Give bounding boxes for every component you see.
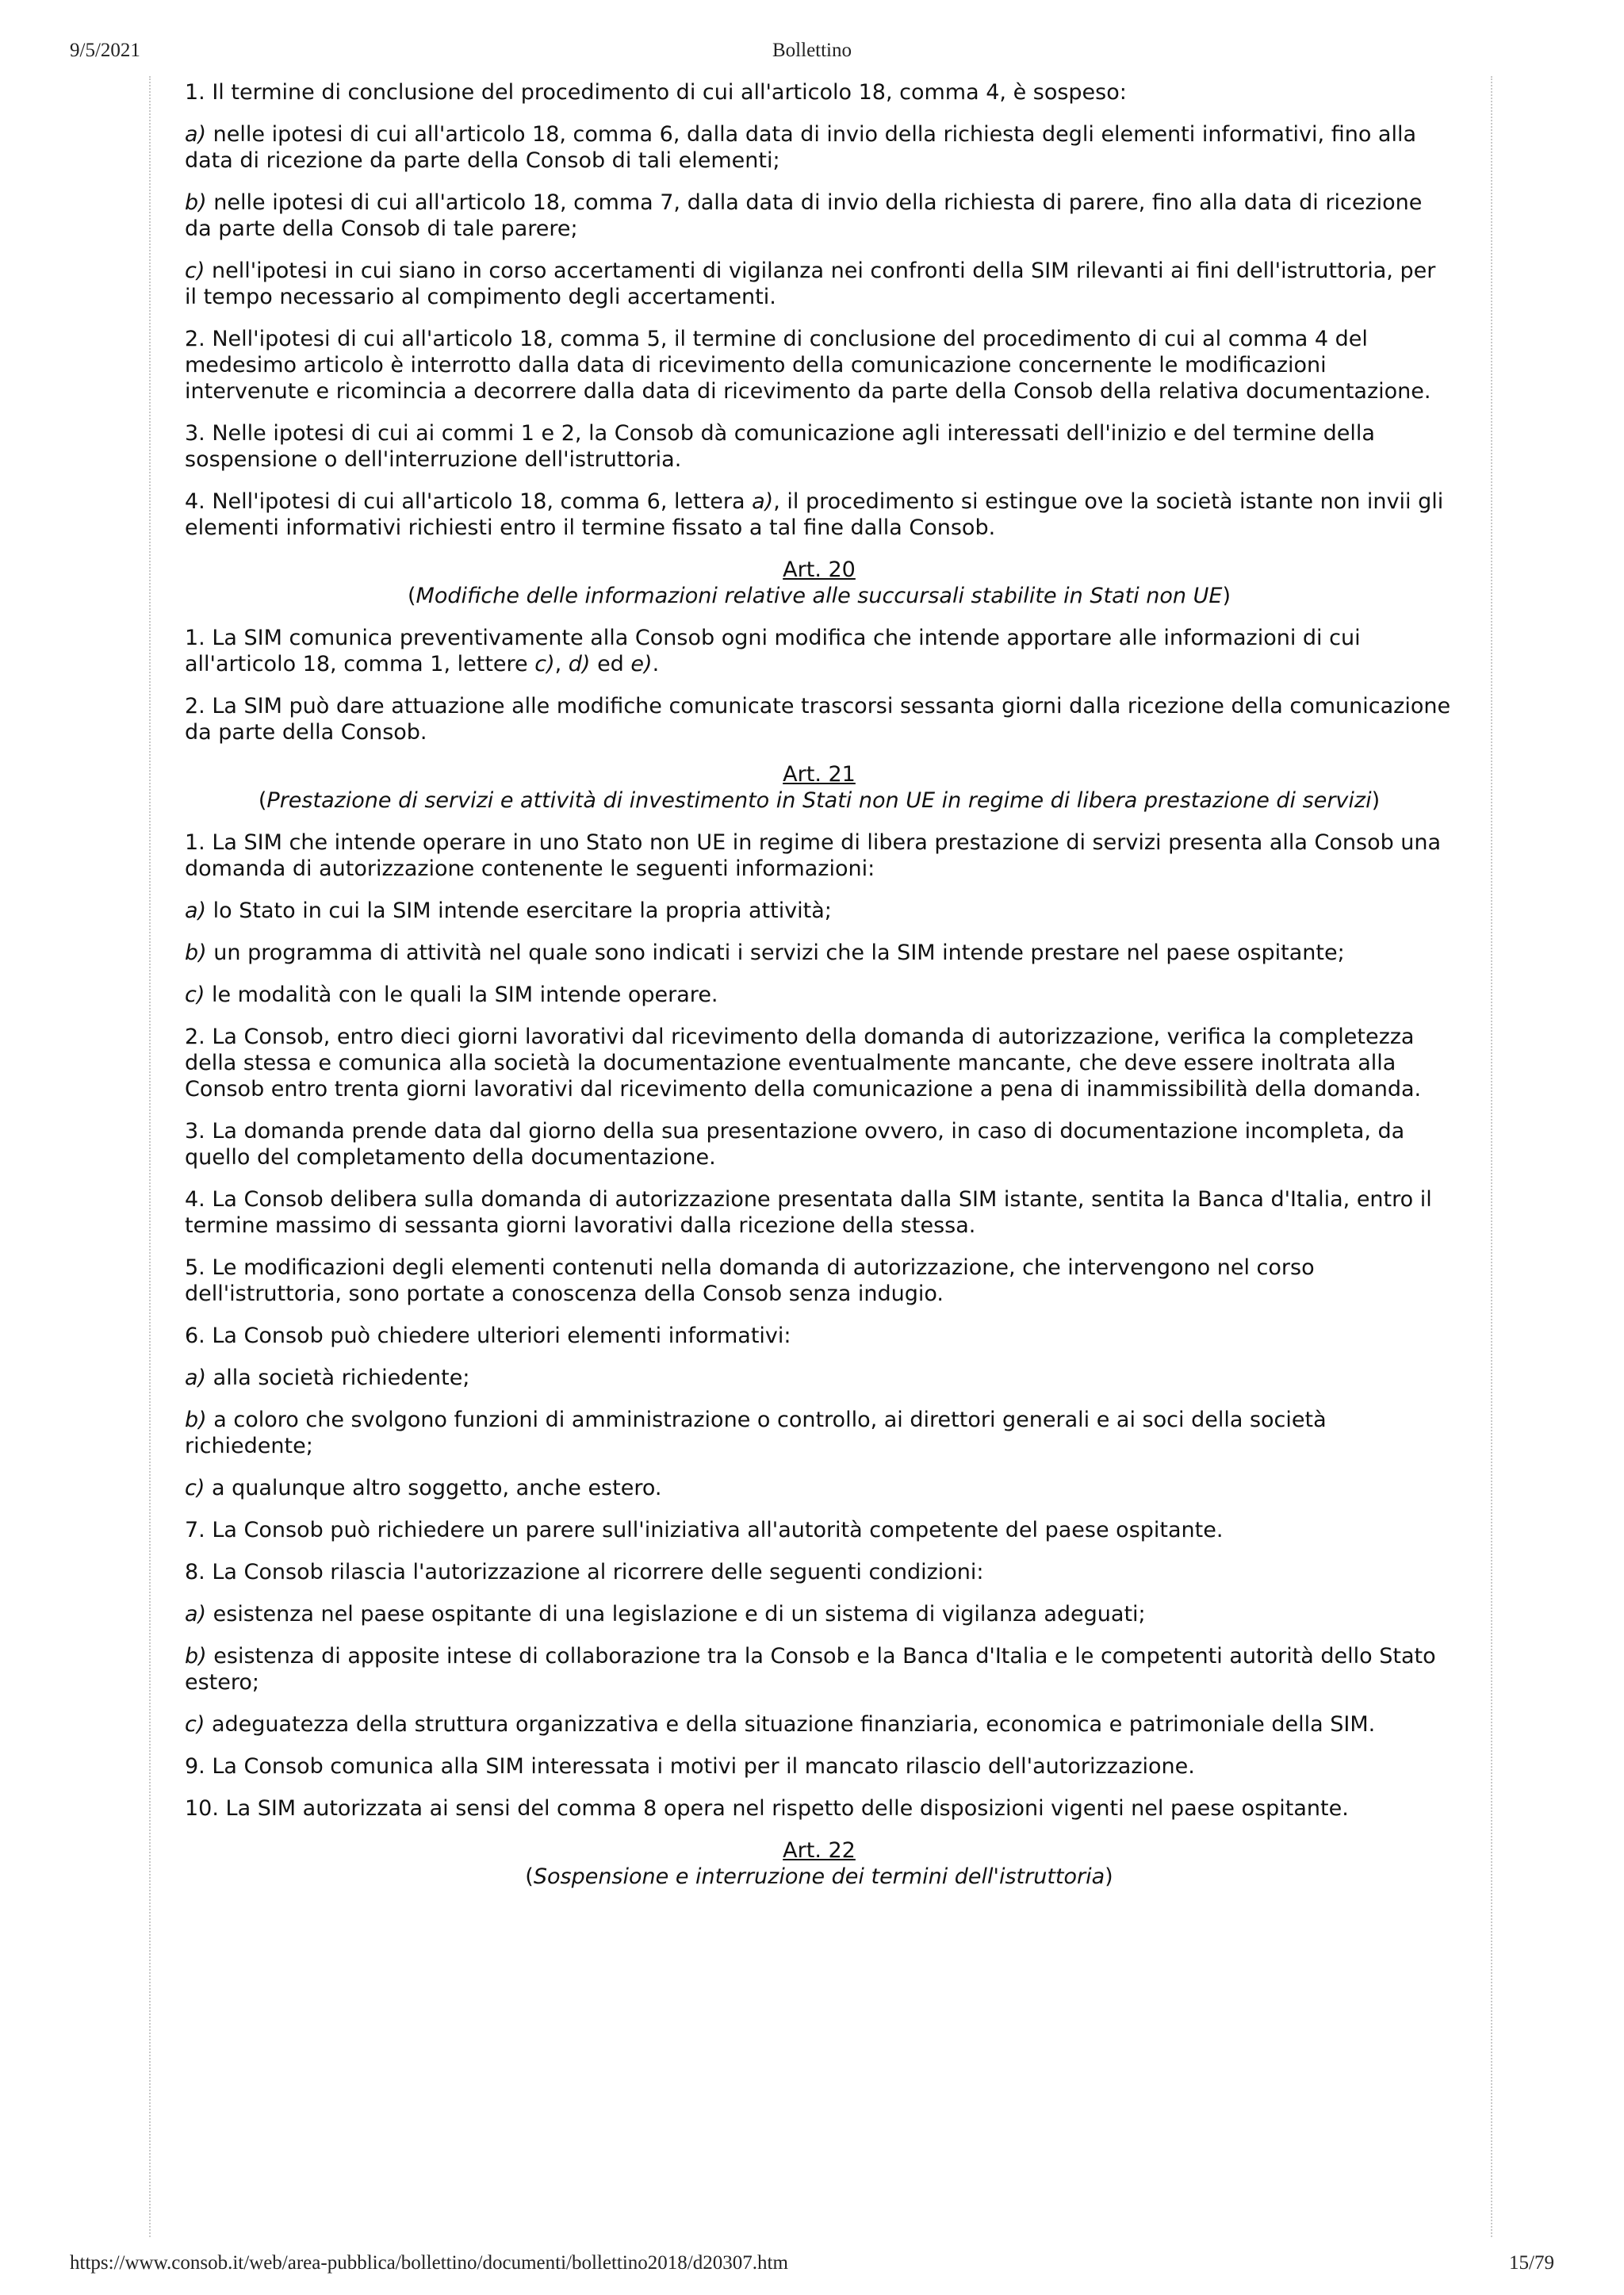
item-label: b)	[185, 1644, 207, 1669]
paragraph: 6. La Consob può chiedere ulteriori elementi informativi:	[185, 1324, 791, 1348]
item-label: c)	[185, 1712, 205, 1737]
item-label: a)	[185, 898, 207, 923]
paragraph: 8. La Consob rilascia l'autorizzazione al ricorrere delle seguenti condizioni:	[185, 1560, 984, 1584]
list-item: b) nelle ipotesi di cui all'articolo 18, comma 7, dalla data di invio della richiesta di parere, fino alla data di ricezione da parte della Consob di tale parere;	[185, 190, 1423, 241]
list-item: c) le modalità con le quali la SIM intende operare.	[185, 983, 718, 1007]
footer-url[interactable]: https://www.consob.it/web/area-pubblica/bollettino/documenti/bollettino2018/d20307.htm	[70, 2252, 788, 2274]
list-item: c) a qualunque altro soggetto, anche estero.	[185, 1476, 662, 1500]
item-label: c)	[185, 1476, 205, 1500]
list-item: c) adeguatezza della struttura organizzativa e della situazione finanziaria, economica e patrimoniale della SIM.	[185, 1712, 1376, 1737]
item-label: c)	[185, 983, 205, 1007]
list-item: c) nell'ipotesi in cui siano in corso accertamenti di vigilanza nei confronti della SIM rilevanti ai fini dell'istruttoria, per il tempo necessario al compimento degli accertamenti.	[185, 259, 1436, 309]
item-label: b)	[185, 1408, 207, 1432]
paragraph: 1. La SIM che intende operare in uno Stato non UE in regime di libera prestazione di servizi presenta alla Consob una domanda di autorizzazione contenente le seguenti informazioni:	[185, 830, 1442, 881]
paragraph: 3. La domanda prende data dal giorno della sua presentazione ovvero, in caso di documentazione incompleta, da quello del completamento della documentazione.	[185, 1119, 1405, 1170]
header-date: 9/5/2021	[70, 40, 140, 61]
right-column-border	[1491, 76, 1492, 2237]
list-item: a) esistenza nel paese ospitante di una legislazione e di un sistema di vigilanza adeguati;	[185, 1602, 1146, 1626]
paragraph: 3. Nelle ipotesi di cui ai commi 1 e 2, la Consob dà comunicazione agli interessati dell'inizio e del termine della sospensione o dell'interruzione dell'istruttoria.	[185, 421, 1375, 472]
paragraph: 2. La SIM può dare attuazione alle modifiche comunicate trascorsi sessanta giorni dalla ricezione della comunicazione da parte della Consob.	[185, 694, 1451, 745]
article-subtitle: (Sospensione e interruzione dei termini dell'istruttoria)	[525, 1864, 1113, 1889]
article-link-21[interactable]: Art. 21	[783, 762, 856, 787]
page-header	[70, 40, 1554, 71]
list-item: a) nelle ipotesi di cui all'articolo 18, comma 6, dalla data di invio della richiesta degli elementi informativi, fino alla data di ricezione da parte della Consob di tali elementi;	[185, 122, 1417, 173]
paragraph: 10. La SIM autorizzata ai sensi del comma 8 opera nel rispetto delle disposizioni vigenti nel paese ospitante.	[185, 1796, 1349, 1821]
item-label: a)	[185, 1602, 207, 1626]
page-number: 15/79	[1509, 2252, 1554, 2274]
paragraph: 5. Le modificazioni degli elementi contenuti nella domanda di autorizzazione, che intervengono nel corso dell'istruttoria, sono portate a conoscenza della Consob senza indugio.	[185, 1255, 1315, 1306]
article-link-22[interactable]: Art. 22	[783, 1838, 856, 1863]
item-label: b)	[185, 941, 207, 965]
article-subtitle: (Prestazione di servizi e attività di investimento in Stati non UE in regime di libera prestazione di servizi)	[258, 788, 1381, 813]
paragraph: 2. La Consob, entro dieci giorni lavorativi dal ricevimento della domanda di autorizzazione, verifica la completezza della stessa e comunica alla società la documentazione eventualmente mancante, che deve essere inoltrata alla Consob entro trenta giorni lavorativi dal ricevimento della comunicazione a pena di inammissibilità della domanda.	[185, 1025, 1422, 1102]
paragraph: 1. La SIM comunica preventivamente alla Consob ogni modifica che intende apportare alle informazioni di cui all'articolo 18, comma 1, lettere c), d) ed e).	[185, 626, 1361, 676]
paragraph: 4. Nell'ipotesi di cui all'articolo 18, comma 6, lettera a), il procedimento si estingue ove la società istante non invii gli elementi informativi richiesti entro il termine fissato a tal fine dalla Consob.	[185, 489, 1444, 540]
paragraph: 2. Nell'ipotesi di cui all'articolo 18, comma 5, il termine di conclusione del procedimento di cui al comma 4 del medesimo articolo è interrotto dalla data di ricevimento della comunicazione concernente le modificazioni intervenute e ricomincia a decorrere dalla data di ricevimento da parte della Consob della relativa documentazione.	[185, 327, 1431, 404]
article-heading-21	[185, 761, 1454, 814]
list-item: b) un programma di attività nel quale sono indicati i servizi che la SIM intende prestare nel paese ospitante;	[185, 941, 1345, 965]
item-label: a)	[185, 122, 207, 147]
paragraph: 9. La Consob comunica alla SIM interessata i motivi per il mancato rilascio dell'autorizzazione.	[185, 1754, 1195, 1779]
article-heading-22	[185, 1837, 1454, 1890]
paragraph: 7. La Consob può richiedere un parere sull'iniziativa all'autorità competente del paese ospitante.	[185, 1518, 1224, 1542]
document-body	[185, 79, 1454, 1906]
list-item: b) a coloro che svolgono funzioni di amministrazione o controllo, ai direttori generali e ai soci della società richiedente;	[185, 1408, 1327, 1458]
item-label: b)	[185, 190, 207, 215]
article-link-20[interactable]: Art. 20	[783, 557, 856, 582]
article-subtitle: (Modifiche delle informazioni relative alle succursali stabilite in Stati non UE)	[407, 584, 1231, 608]
item-label: a)	[185, 1366, 207, 1390]
header-title: Bollettino	[772, 40, 852, 61]
page-footer	[70, 2252, 1554, 2284]
list-item: a) alla società richiedente;	[185, 1366, 470, 1390]
article-heading-20	[185, 557, 1454, 609]
paragraph: 4. La Consob delibera sulla domanda di autorizzazione presentata dalla SIM istante, sentita la Banca d'Italia, entro il termine massimo di sessanta giorni lavorativi dalla ricezione della stessa.	[185, 1187, 1432, 1238]
list-item: b) esistenza di apposite intese di collaborazione tra la Consob e la Banca d'Italia e le competenti autorità dello Stato estero;	[185, 1644, 1436, 1695]
left-column-border	[149, 76, 151, 2237]
item-label: c)	[185, 259, 205, 283]
list-item: a) lo Stato in cui la SIM intende esercitare la propria attività;	[185, 898, 832, 923]
paragraph: 1. Il termine di conclusione del procedimento di cui all'articolo 18, comma 4, è sospeso:	[185, 80, 1127, 105]
